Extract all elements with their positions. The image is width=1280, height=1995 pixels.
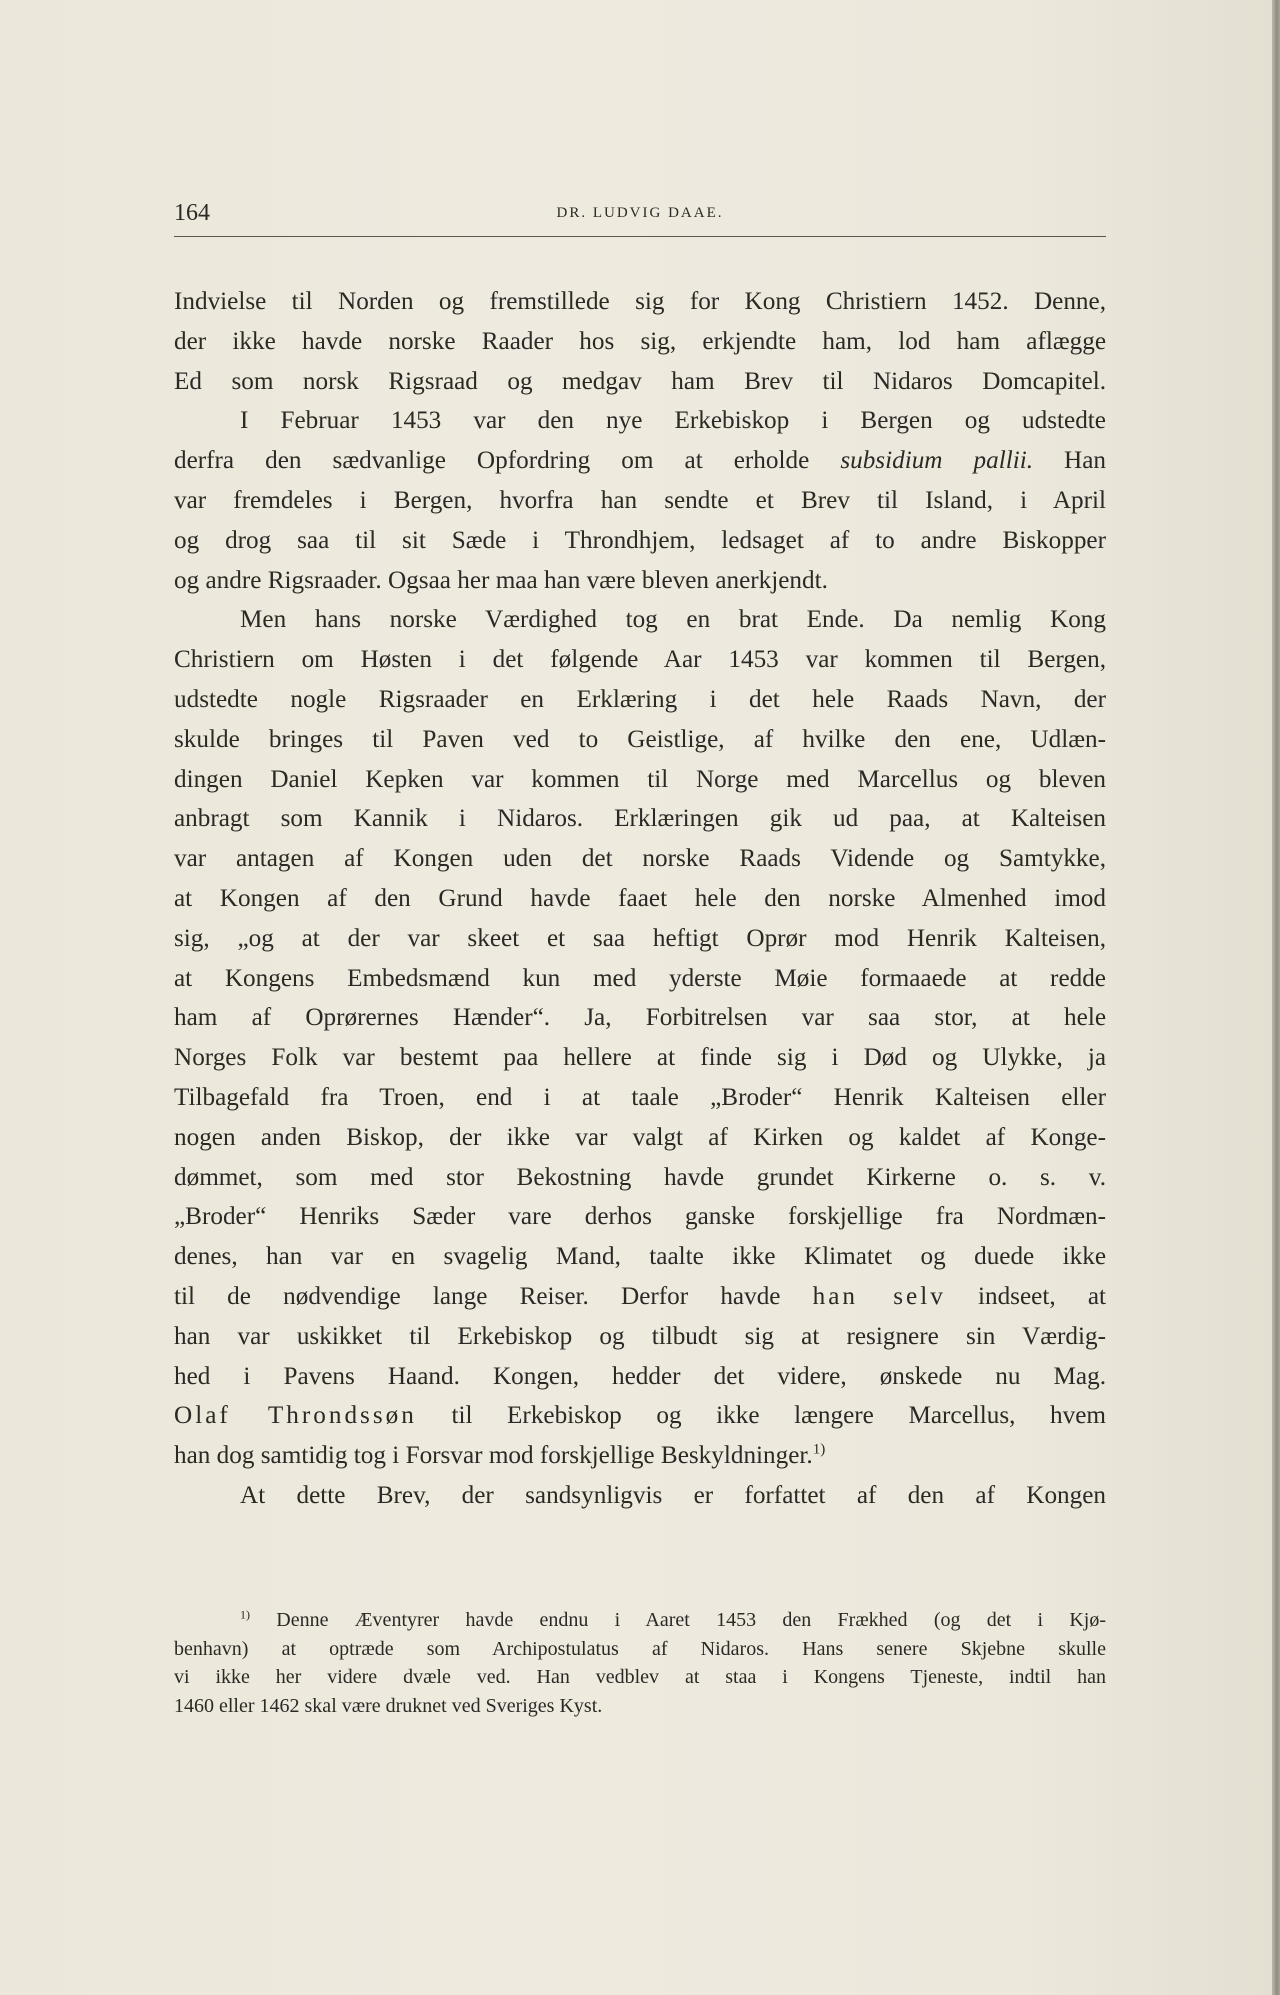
text-line: skulde bringes til Paven ved to Geistlige, af hvilke den ene, Udlæn- [174, 725, 1106, 753]
text-line: Men hans norske Værdighed tog en brat Ende. Da nemlig Kong [240, 606, 1106, 634]
footnotes [174, 1606, 1106, 1720]
text-line: var fremdeles i Bergen, hvorfra han sendte et Brev til Island, i April [174, 486, 1106, 514]
text-line: udstedte nogle Rigsraader en Erklæring i det hele Raads Navn, der [174, 685, 1106, 713]
text-line: nogen anden Biskop, der ikke var valgt af Kirken og kaldet af Konge- [174, 1123, 1106, 1151]
text-line [174, 1436, 1106, 1476]
text-line [174, 1277, 1106, 1317]
text-line: og drog saa til sit Sæde i Throndhjem, ledsaget af to andre Biskopper [174, 526, 1106, 554]
text-fragment: indseet, at [977, 1282, 1106, 1310]
text-line: I Februar 1453 var den nye Erkebiskop i Bergen og udstedte [240, 407, 1106, 435]
text-line: Norges Folk var bestemt paa hellere at finde sig i Død og Ulykke, ja [174, 1044, 1106, 1072]
footnote-line [174, 1606, 1106, 1635]
text-line: denes, han var en svagelig Mand, taalte ikke Klimatet og duede ikke [174, 1243, 1106, 1271]
text-fragment: til Erkebiskop og ikke længere Marcellus, hvem [451, 1402, 1107, 1430]
text-line: Ed som norsk Rigsraad og medgav ham Brev til Nidaros Domcapitel. [174, 367, 1106, 395]
footnote-line: 1460 eller 1462 skal være druknet ved Sveriges Kyst. [174, 1694, 603, 1717]
text-line: At dette Brev, der sandsynligvis er forfattet af den af Kongen [240, 1481, 1106, 1509]
text-line: Tilbagefald fra Troen, end i at taale „Broder“ Henrik Kalteisen eller [174, 1083, 1106, 1111]
text-line: at Kongens Embedsmænd kun med yderste Møie formaaede at redde [174, 964, 1106, 992]
text-line: han var uskikket til Erkebiskop og tilbudt sig at resignere sin Værdig- [174, 1322, 1106, 1350]
text-line: Christiern om Høsten i det følgende Aar 1453 var kommen til Bergen, [174, 646, 1106, 674]
page-edge [1272, 0, 1280, 1995]
text-fragment: derfra den sædvanlige Opfordring om at erholde [174, 447, 810, 475]
text-fragment: Han [1064, 447, 1107, 475]
text-line: og andre Rigsraader. Ogsaa her maa han være bleven anerkjendt. [174, 566, 828, 594]
spaced-name: Olaf Throndssøn [174, 1402, 417, 1430]
text-fragment: han dog samtidig tog i Forsvar mod forskjellige Beskyldninger. [174, 1442, 813, 1470]
text-line [174, 1396, 1106, 1436]
header-rule [174, 236, 1106, 237]
text-line: sig, „og at der var skeet et saa heftigt Oprør mod Henrik Kalteisen, [174, 924, 1106, 952]
text-fragment: Denne Æventyrer havde endnu i Aaret 1453 den Frækhed (og det i Kjø- [276, 1609, 1107, 1631]
text-line: at Kongen af den Grund havde faaet hele den norske Almenhed imod [174, 884, 1106, 912]
text-line: anbragt som Kannik i Nidaros. Erklæringen gik ud paa, at Kalteisen [174, 805, 1106, 833]
text-line [174, 441, 1106, 481]
spaced-phrase: han selv [812, 1282, 946, 1310]
running-head: DR. LUDVIG DAAE. [556, 205, 724, 221]
text-line: „Broder“ Henriks Sæder vare derhos ganske forskjellige fra Nordmæn- [174, 1203, 1106, 1231]
footnote-ref: 1) [812, 1441, 826, 1458]
text-fragment: til de nødvendige lange Reiser. Derfor havde [174, 1282, 781, 1310]
text-line: dingen Daniel Kepken var kommen til Norge med Marcellus og bleven [174, 765, 1106, 793]
text-line: var antagen af Kongen uden det norske Raads Vidende og Samtykke, [174, 845, 1106, 873]
text-line: dømmet, som med stor Bekostning havde grundet Kirkerne o. s. v. [174, 1163, 1106, 1191]
footnote-line: benhavn) at optræde som Archipostulatus af Nidaros. Hans senere Skjebne skulle [174, 1637, 1106, 1660]
italic-phrase: subsidium pallii. [840, 447, 1033, 475]
footnote-marker: 1) [240, 1607, 250, 1622]
text-line: ham af Oprørernes Hænder“. Ja, Forbitrelsen var saa stor, at hele [174, 1004, 1106, 1032]
text-line: Indvielse til Norden og fremstillede sig for Kong Christiern 1452. Denne, [174, 288, 1106, 315]
text-line: hed i Pavens Haand. Kongen, hedder det videre, ønskede nu Mag. [174, 1362, 1106, 1390]
page-header [174, 200, 1106, 230]
page-number: 164 [174, 200, 210, 226]
text-line: der ikke havde norske Raader hos sig, erkjendte ham, lod ham aflægge [174, 327, 1106, 355]
footnote-line: vi ikke her videre dvæle ved. Han vedblev at staa i Kongens Tjeneste, indtil han [174, 1666, 1106, 1688]
body-text [174, 282, 1106, 1516]
